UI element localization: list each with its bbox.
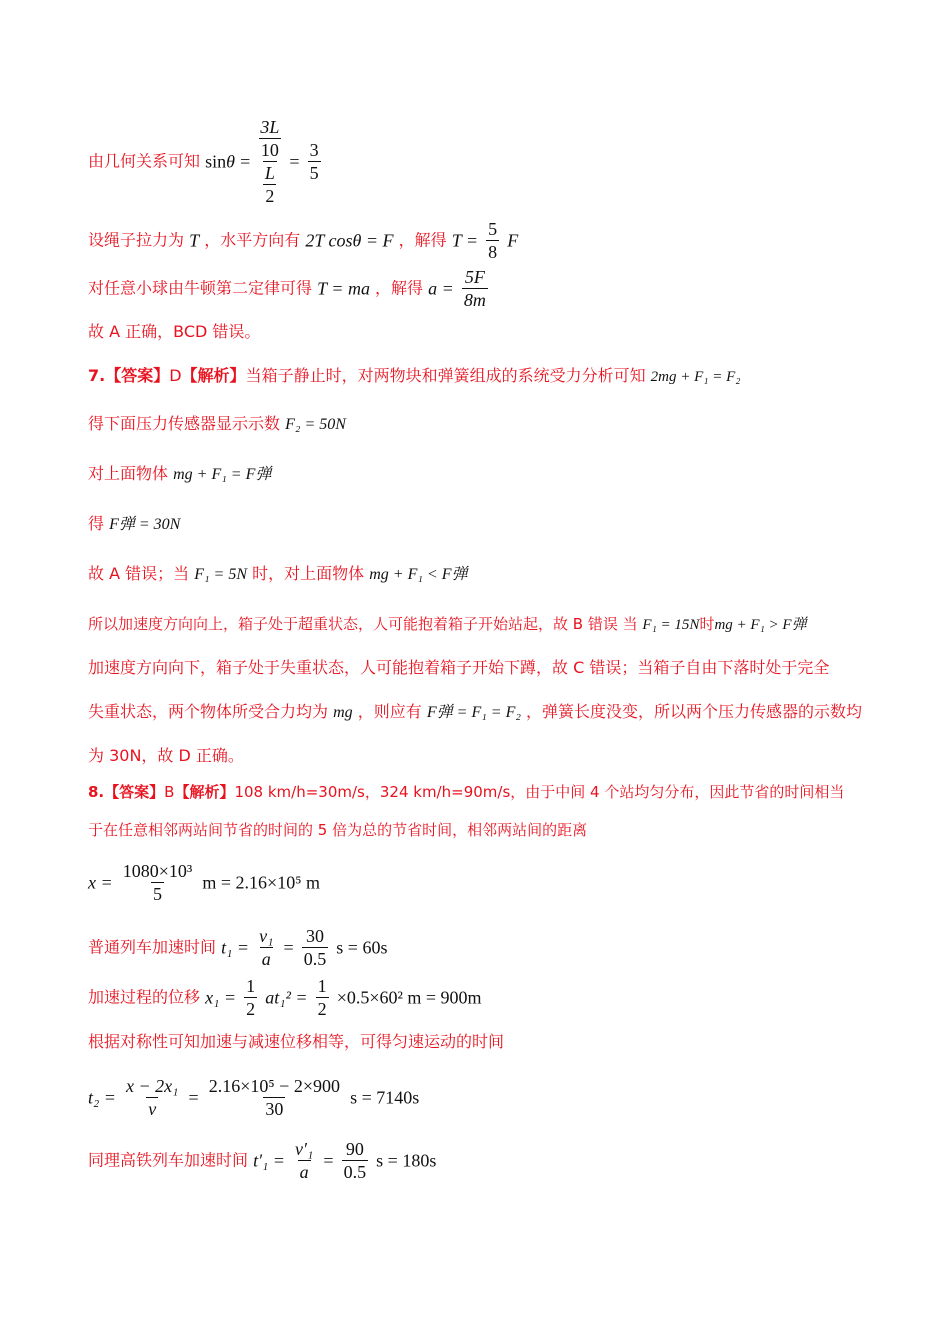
t1-frac2-num: 30 xyxy=(305,926,324,946)
t1p-frac2-den: 0.5 xyxy=(343,1162,367,1182)
t1-prime-line xyxy=(88,1138,436,1183)
result-denominator: 5 xyxy=(309,163,319,183)
q7-label: 7.【答案】 xyxy=(88,366,170,385)
x1-line xyxy=(88,975,482,1020)
t2-frac2-num: 2.16×10⁵ − 2×900 xyxy=(208,1076,340,1096)
q7-line6-c: 时 xyxy=(699,615,715,633)
distance-equation xyxy=(88,860,320,905)
q8-analysis-tag: 【解析】 xyxy=(174,783,235,801)
q7-line6-a: 所以加速度方向向上，箱子处于超重状态，人可能抱着箱子开始站起，故 B 错误 xyxy=(88,615,618,633)
q7-line8 xyxy=(88,702,862,723)
accel-numerator: 5F xyxy=(464,267,485,287)
x1-rhs: ×0.5×60² m = 900m xyxy=(336,987,482,1008)
equals-sign-2: = xyxy=(289,151,300,172)
dist-fraction xyxy=(121,860,195,905)
t1-lhs: t₁ = xyxy=(221,937,250,958)
tension-mid: ，水平方向有 xyxy=(204,230,301,250)
t1-eq: = xyxy=(283,937,294,958)
x1-frac1 xyxy=(244,975,257,1020)
newton-equation: T = ma xyxy=(317,278,370,299)
x1-frac2-num: 1 xyxy=(317,976,327,996)
t1p-frac2-num: 90 xyxy=(345,1139,364,1159)
q8-text2: 于在任意相邻两站间节省的时间的 5 倍为总的节省时间，相邻两站间的距离 xyxy=(88,821,588,839)
result-numerator: 3 xyxy=(309,140,319,160)
q7-answer: D xyxy=(169,366,182,385)
tension-solve: ，解得 xyxy=(398,230,447,250)
t1-text: 普通列车加速时间 xyxy=(88,937,217,957)
q7-line3-eq: mg + F₁ = F弹 xyxy=(173,466,272,483)
accel-denominator: 8m xyxy=(463,290,486,310)
x1-frac1-num: 1 xyxy=(246,976,256,996)
q7-line2-eq: F₂ = 50N xyxy=(285,416,346,433)
x1-lhs: x₁ = xyxy=(205,987,237,1008)
q7-line8-b: ，则应有 xyxy=(357,702,422,721)
compound-fraction xyxy=(258,116,281,207)
q7-line8-eq1: mg xyxy=(333,704,353,721)
q8-answer: B xyxy=(164,783,175,801)
t1p-rhs: s = 180s xyxy=(376,1150,437,1171)
accel-fraction xyxy=(462,266,488,311)
q7-line9: 为 30N，故 D 正确。 xyxy=(88,746,244,765)
x1-text: 加速过程的位移 xyxy=(88,987,201,1007)
q7-line4-eq: F弹 = 30N xyxy=(109,516,181,533)
q7-line6-eq1: F₁ = 15N xyxy=(642,617,700,633)
tension-lhs: T = xyxy=(451,230,479,251)
q7-line5-a: 故 A 错误；当 xyxy=(88,564,190,583)
t2-frac1 xyxy=(124,1075,180,1120)
t2-eq: = xyxy=(188,1087,199,1108)
t2-frac1-num: x − 2x₁ xyxy=(126,1076,179,1096)
inner-den-top: 10 xyxy=(260,140,279,160)
inner-fraction-bottom xyxy=(263,162,277,207)
q8-text1: 108 km/h=30m/s，324 km/h=90m/s，由于中间 4 个站均匀分布，因此节省的时间相当 xyxy=(234,783,845,801)
q7-line7: 加速度方向向下，箱子处于失重状态，人可能抱着箱子开始下蹲，故 C 错误；当箱子自由下落时处于完全 xyxy=(88,658,830,677)
x1-frac1-den: 2 xyxy=(246,999,256,1019)
q7-line4-text: 得 xyxy=(88,514,105,533)
accel-lhs: a = xyxy=(428,278,454,299)
t2-frac2 xyxy=(207,1075,342,1120)
x1-mid: at₁² = xyxy=(265,987,308,1008)
q7-line4 xyxy=(88,514,180,535)
q7-text1: 当箱子静止时，对两物块和弹簧组成的系统受力分析可知 xyxy=(245,366,646,385)
x1-frac2-den: 2 xyxy=(317,999,327,1019)
t1-frac1-den: a xyxy=(261,949,271,969)
sin-label: sin xyxy=(205,151,227,172)
x1-frac2 xyxy=(316,975,329,1020)
t2-lhs: t₂ = xyxy=(88,1087,116,1108)
inner-num-bottom: L xyxy=(264,163,275,183)
inner-den-bottom: 2 xyxy=(265,186,275,206)
t1p-text: 同理高铁列车加速时间 xyxy=(88,1150,249,1170)
t1-rhs: s = 60s xyxy=(336,937,388,958)
compound-numerator xyxy=(258,116,281,161)
q7-line5 xyxy=(88,564,468,585)
tension-denominator: 8 xyxy=(488,242,498,262)
inner-fraction-top xyxy=(258,116,281,161)
t1p-lhs: t′₁ = xyxy=(253,1150,285,1171)
tension-fraction xyxy=(486,218,499,263)
symmetry-text: 根据对称性可知加速与减速位移相等，可得匀速运动的时间 xyxy=(88,1032,505,1051)
t1-frac2 xyxy=(302,925,329,970)
q7-line8-eq2: F弹 = F₁ = F₂ xyxy=(426,704,521,721)
q7-line8-c: ，弹簧长度没变，所以两个压力传感器的示数均 xyxy=(526,702,863,721)
q7-line6-eq2: mg + F₁ > F弹 xyxy=(714,617,807,633)
t1-frac1 xyxy=(257,925,275,970)
t2-rhs: s = 7140s xyxy=(350,1087,420,1108)
q7-eq1: 2mg + F₁ = F₂ xyxy=(650,369,741,385)
t1p-frac1 xyxy=(293,1138,315,1183)
geometry-relation-line xyxy=(88,116,324,207)
t1p-eq: = xyxy=(323,1150,334,1171)
q7-line5-eq1: F₁ = 5N xyxy=(194,566,248,583)
t1p-frac1-num: v′₁ xyxy=(295,1139,314,1159)
q7-line5-b: 时，对上面物体 xyxy=(252,564,365,583)
q7-line6-b: 当 xyxy=(622,615,638,633)
tension-numerator: 5 xyxy=(488,219,498,239)
dist-rhs: m = 2.16×10⁵ m xyxy=(202,872,320,893)
accel-solve: ，解得 xyxy=(375,278,424,298)
t1p-frac2 xyxy=(342,1138,369,1183)
q8-answer-tag: 【答案】 xyxy=(104,783,165,801)
t1-frac2-den: 0.5 xyxy=(303,949,327,969)
tension-symbol: T xyxy=(189,230,200,251)
q8-label: 8. xyxy=(88,783,105,801)
q7-line2 xyxy=(88,414,346,435)
geometry-intro: 由几何关系可知 xyxy=(88,151,201,171)
horizontal-equation: 2T cosθ = F xyxy=(305,230,394,251)
tension-rhs: F xyxy=(507,230,519,251)
q7-line3 xyxy=(88,464,271,485)
dist-lhs: x = xyxy=(88,872,113,893)
acceleration-line xyxy=(88,266,491,311)
theta-symbol: θ xyxy=(226,151,235,172)
equals-sign: = xyxy=(240,151,251,172)
q8-header-line xyxy=(88,782,844,802)
dist-denominator: 5 xyxy=(153,884,163,904)
t2-frac1-den: v xyxy=(148,1099,157,1119)
t2-frac2-den: 30 xyxy=(265,1099,284,1119)
q7-analysis-tag: 【解析】 xyxy=(181,366,246,385)
q7-line8-a: 失重状态，两个物体所受合力均为 xyxy=(88,702,329,721)
q7-line3-text: 对上面物体 xyxy=(88,464,169,483)
t1-line xyxy=(88,925,387,970)
t2-line xyxy=(88,1075,419,1120)
q7-line6 xyxy=(88,614,807,635)
q7-header-line xyxy=(88,366,741,387)
compound-denominator xyxy=(263,161,277,207)
tension-line xyxy=(88,218,518,263)
inner-num-top: 3L xyxy=(260,117,280,137)
result-fraction xyxy=(308,139,321,184)
dist-numerator: 1080×10³ xyxy=(122,861,193,881)
t1p-frac1-den: a xyxy=(299,1162,309,1182)
t1-frac1-num: v₁ xyxy=(259,926,274,946)
q7-line5-eq2: mg + F₁ < F弹 xyxy=(369,566,468,583)
accel-intro: 对任意小球由牛顿第二定律可得 xyxy=(88,278,313,298)
q6-conclusion: 故 A 正确，BCD 错误。 xyxy=(88,322,261,341)
tension-intro: 设绳子拉力为 xyxy=(88,230,185,250)
q7-line2-text: 得下面压力传感器显示示数 xyxy=(88,414,281,433)
